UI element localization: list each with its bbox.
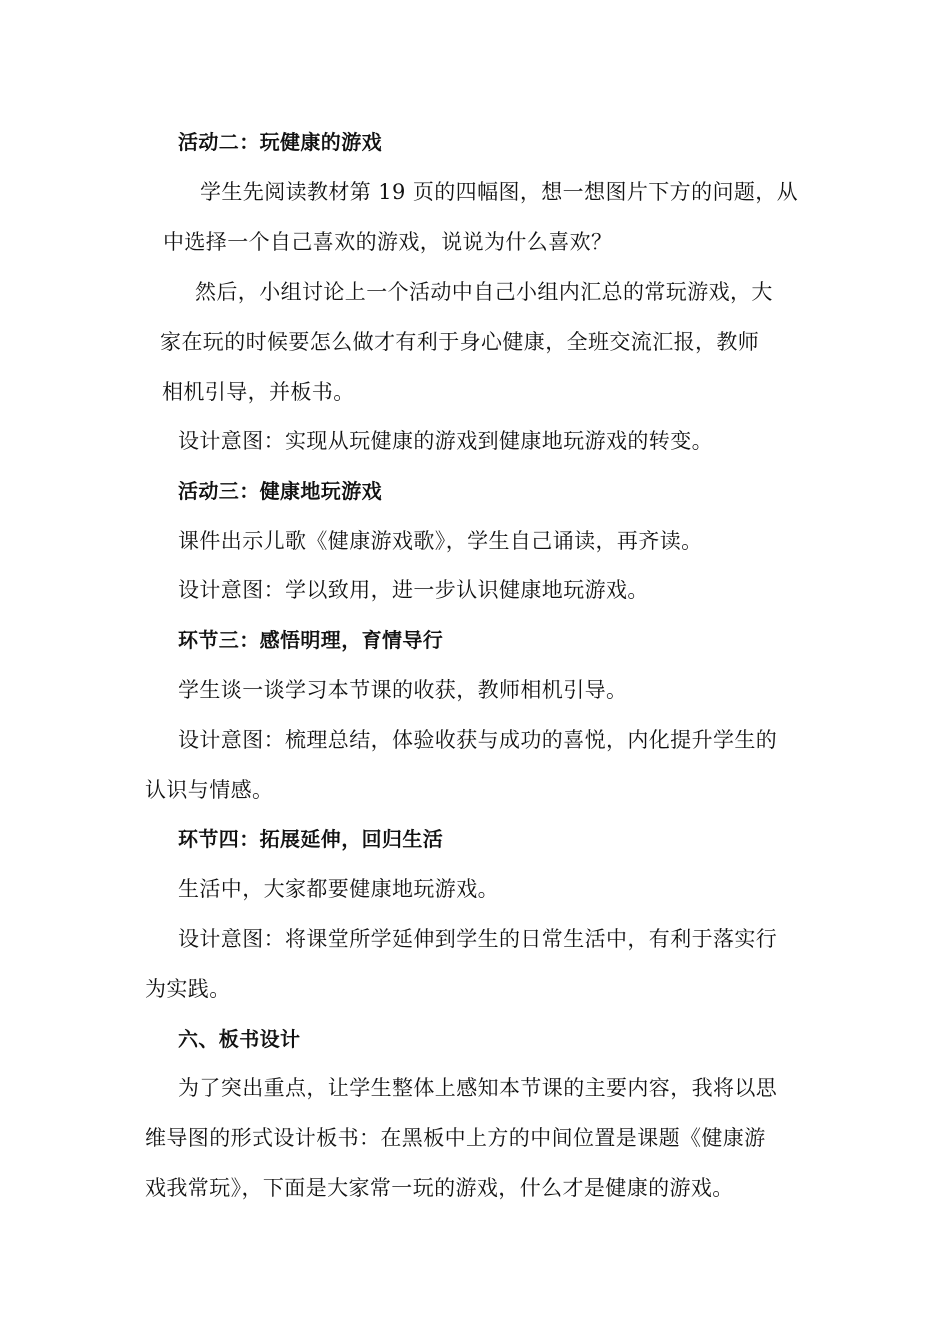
activity2-para1-line2: 中选择一个自己喜欢的游戏，说说为什么喜欢？ [163, 230, 613, 254]
activity2-para2-line1: 然后，小组讨论上一个活动中自己小组内汇总的常玩游戏，大 [195, 280, 773, 304]
activity3-heading: 活动三：健康地玩游戏 [178, 479, 382, 503]
section4-para1: 生活中，大家都要健康地玩游戏。 [178, 877, 499, 901]
section3-para1: 学生谈一谈学习本节课的收获，教师相机引导。 [178, 678, 628, 702]
section3-heading: 环节三：感悟明理，育情导行 [178, 628, 444, 652]
board-design-para1-line3: 戏我常玩》，下面是大家常一玩的游戏，什么才是健康的游戏。 [145, 1176, 734, 1200]
board-design-heading: 六、板书设计 [178, 1027, 301, 1051]
section3-design-intent-line1: 设计意图：梳理总结，体验收获与成功的喜悦，内化提升学生的 [178, 728, 778, 752]
board-design-para1-line2: 维导图的形式设计板书：在黑板中上方的中间位置是课题《健康游 [145, 1126, 766, 1150]
activity2-design-intent: 设计意图：实现从玩健康的游戏到健康地玩游戏的转变。 [178, 429, 713, 453]
activity2-para2-line3: 相机引导，并板书。 [162, 380, 355, 404]
activity3-para1: 课件出示儿歌《健康游戏歌》，学生自己诵读，再齐读。 [178, 529, 703, 553]
activity2-para1-line1: 学生先阅读教材第 19 页的四幅图，想一想图片下方的问题，从 [200, 180, 799, 204]
activity2-para2-line2: 家在玩的时候要怎么做才有利于身心健康，全班交流汇报，教师 [160, 330, 760, 354]
board-design-para1-line1: 为了突出重点，让学生整体上感知本节课的主要内容，我将以思 [178, 1076, 778, 1100]
section4-design-intent-line2: 为实践。 [145, 977, 231, 1001]
activity3-design-intent: 设计意图：学以致用，进一步认识健康地玩游戏。 [178, 578, 649, 602]
activity2-heading: 活动二：玩健康的游戏 [178, 130, 382, 154]
section4-design-intent-line1: 设计意图：将课堂所学延伸到学生的日常生活中，有利于落实行 [178, 927, 778, 951]
section3-design-intent-line2: 认识与情感。 [145, 778, 274, 802]
section4-heading: 环节四：拓展延伸，回归生活 [178, 827, 444, 851]
